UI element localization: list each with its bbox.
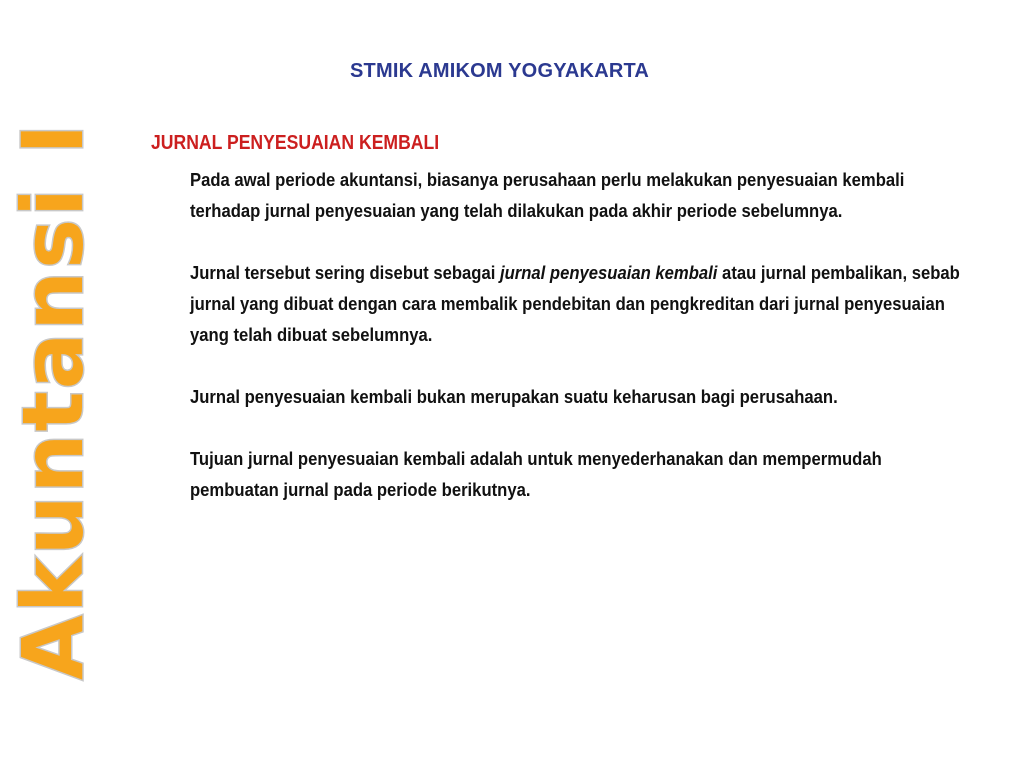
paragraph-2-end: atau jurnal pembalikan, sebab jurnal yang dibuat dengan cara membalik pendebitan dan pengkreditan dari jurnal penyesuaian yang telah dibuat sebelumnya. <box>190 262 960 345</box>
institution-header: STMIK AMIKOM YOGYAKARTA <box>350 60 650 82</box>
side-title-wordart <box>4 121 102 680</box>
paragraph-3: Jurnal penyesuaian kembali bukan merupakan suatu keharusan bagi perusahaan. <box>190 386 838 407</box>
section-title: JURNAL PENYESUAIAN KEMBALI <box>151 132 440 154</box>
body-text <box>190 164 960 505</box>
paragraph-1: Pada awal periode akuntansi, biasanya perusahaan perlu melakukan penyesuaian kembali terhadap jurnal penyesuaian yang telah dilakukan pada akhir periode sebelumnya. <box>190 169 905 221</box>
side-title-graphic <box>4 121 102 680</box>
paragraph-2-start: Jurnal tersebut sering disebut sebagai <box>190 262 500 283</box>
paragraph-4: Tujuan jurnal penyesuaian kembali adalah untuk menyederhanakan dan mempermudah pembuatan jurnal pada periode berikutnya. <box>190 448 882 500</box>
side-title-text: Akuntansi I <box>4 121 102 680</box>
paragraph-2 <box>190 257 964 350</box>
paragraph-2-italic-term: jurnal penyesuaian kembali <box>499 262 718 283</box>
